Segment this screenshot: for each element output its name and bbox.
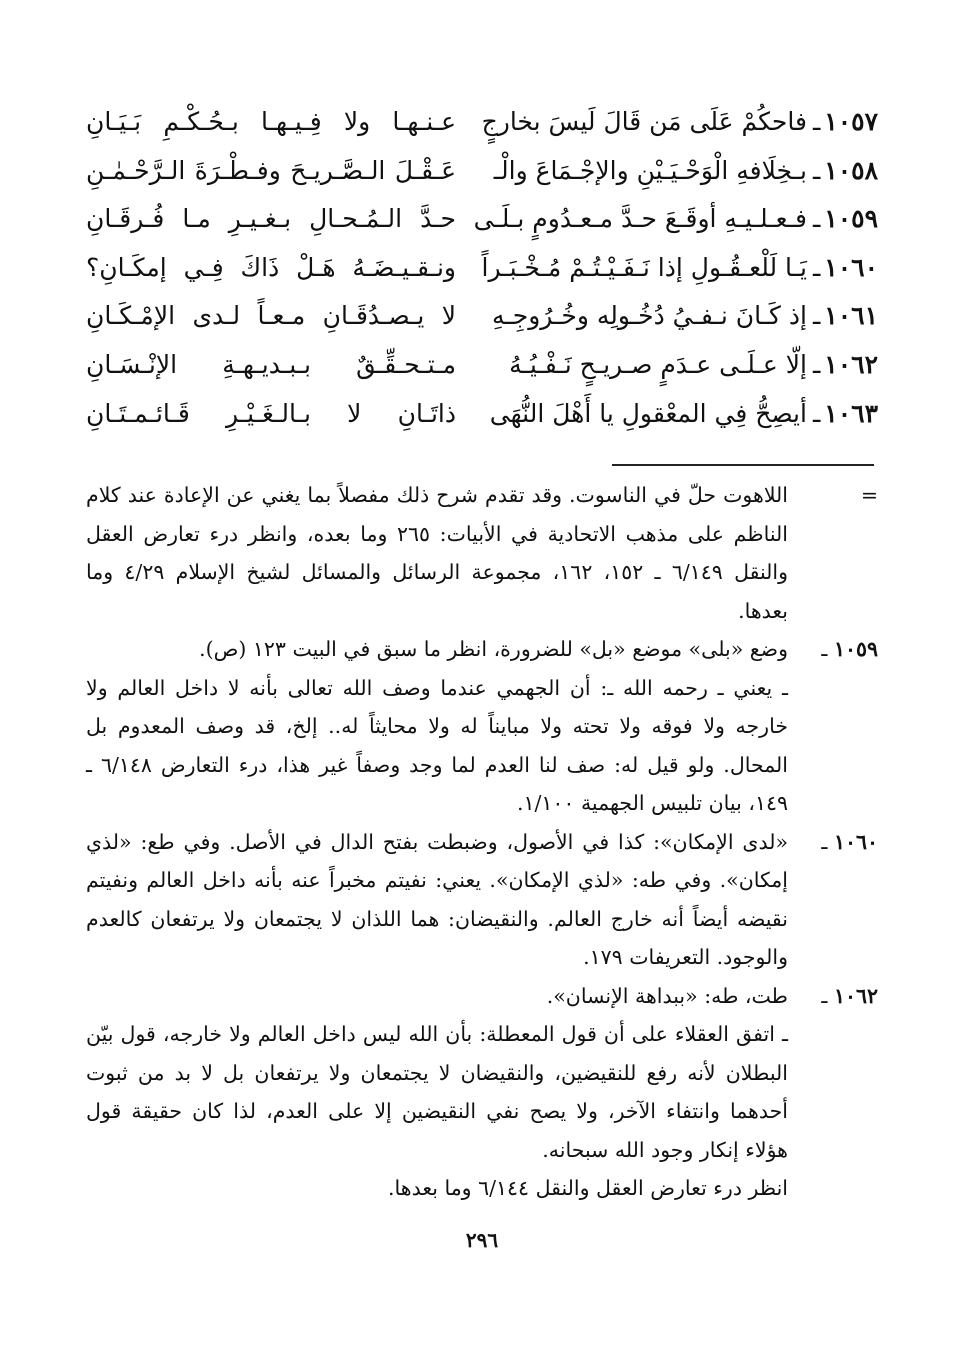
- verse-right-text: يَـا لَلْعـقُـولِ إذا نَـفَـيْـتُـمْ مُـخْـبَـراً: [481, 252, 807, 282]
- verse-first-hemistich: [458, 98, 878, 146]
- footnote-dash: ـ: [821, 983, 828, 1008]
- footnote-number: ١٠٥٩: [833, 637, 878, 661]
- verse-dash: ـ: [812, 252, 821, 282]
- footnote-1059: [86, 630, 878, 669]
- footnote-number: ١٠٦٠: [833, 829, 878, 854]
- verse-row: [86, 195, 878, 244]
- footnote-1062: [86, 977, 878, 1016]
- verse-number: ١٠٥٩: [824, 204, 878, 234]
- verse-row: [86, 244, 878, 293]
- verse-first-hemistich: [458, 147, 878, 195]
- footnote-head: [788, 630, 878, 669]
- verse-dash: ـ: [812, 204, 821, 234]
- verse-dash: ـ: [812, 107, 821, 136]
- footnote-text: «لدى الإمكان»: كذا في الأصول، وضبطت بفتح الدال في الأصل. وفي طع: «لذي إمكان». وفي طه: «لذي الإمكان». يعني: نفيتم مخبراً عنه بأنه داخل العالم ونفيتم نقيضه أيضاً أنه خارج العالم. والنقيضان: هما اللذان لا يجتمعان ولا يرتفعان كالعدم والوجود. التعريفات ١٧٩.: [86, 829, 788, 969]
- verse-second-hemistich: مـتـحـقِّـقٌ بـبـديـهـةِ الإنْـسَـانِ: [86, 349, 456, 379]
- verse-number: ١٠٥٧: [824, 107, 878, 136]
- footnote-head: [788, 476, 878, 515]
- verse-second-hemistich: حـدَّ الـمُـحـالِ بـغـيـرِ مـا فُـرقَـانِ: [86, 204, 456, 234]
- verse-second-hemistich: لا يـصـدُقَـانِ مـعـاً لـدى الإمْـكَـانِ: [86, 301, 456, 331]
- verse-second-hemistich: عـنـهـا ولا فِـيـهـا بـحُـكْـمِ بَـيَـانِ: [86, 107, 456, 136]
- verse-number: ١٠٦٠: [824, 252, 878, 282]
- verse-row: [86, 341, 878, 390]
- verse-dash: ـ: [812, 349, 821, 379]
- verse-dash: ـ: [812, 155, 821, 185]
- verse-second-hemistich: عَـقْـلَ الـصَّـريـحَ وفـطْـرَةَ الـرَّحْـمٰـنِ: [86, 155, 456, 185]
- footnote-dash: ـ: [821, 637, 828, 661]
- verse-number: ١٠٥٨: [824, 155, 878, 185]
- verse-dash: ـ: [812, 398, 821, 428]
- verses-block: [86, 98, 878, 438]
- verse-right-text: إذ كَـانَ نـفـيُ دُخُـولِه وخُـرُوجِـهِ: [492, 301, 807, 331]
- footnote-dash: ـ: [821, 829, 828, 854]
- footnotes-block: [86, 476, 878, 1208]
- footnote-subparagraph: ـ يعني ـ رحمه الله ـ: أن الجهمي عندما وصف الله تعالى بأنه لا داخل العالم ولا خارجه ولا فوقه ولا تحته ولا مبايناً له ولا محايثاً له.. إلخ، قد وصف المعدوم بل المحال. ولو قيل له: صف لنا العدم لما وجد وصفاً غير هذا، درء التعارض ٦/١٤٨ ـ ١٤٩، بيان تلبيس الجهمية ١/١٠٠.: [86, 675, 788, 815]
- verse-number: ١٠٦٢: [824, 349, 878, 379]
- verse-row: [86, 292, 878, 341]
- verse-first-hemistich: [458, 195, 878, 243]
- verse-right-text: إلّا عـلَـى عـدَمٍ صـريـحٍ نَـفْـيُـهُ: [509, 349, 807, 379]
- continuation-mark: =: [860, 483, 878, 507]
- footnote-text: اللاهوت حلّ في الناسوت. وقد تقدم شرح ذلك مفصلاً بما يغني عن الإعادة عند كلام الناظم على مذهب الاتحادية في الأبيات: ٢٦٥ وما بعده، وانظر درء تعارض العقل والنقل ٦/١٤٩ ـ ١٥٢، ١٦٢، مجموعة الرسائل والمسائل لشيخ الإسلام ٤/٢٩ وما بعدها.: [86, 483, 788, 623]
- footnote-number: ١٠٦٢: [833, 983, 878, 1008]
- verse-right-text: أيصِحُّ فِي المعْقولِ يا أَهْلَ النُّهَى: [489, 398, 807, 428]
- verse-number: ١٠٦١: [824, 301, 878, 331]
- verse-right-text: بـخِلَافهِ الْوَحْـيَـيْنِ والإجْـمَاعَ والْـ: [493, 155, 807, 185]
- footnote-1060: [86, 823, 878, 977]
- verse-first-hemistich: [458, 341, 878, 389]
- page-number: ٢٩٦: [465, 1228, 499, 1252]
- verse-row: [86, 390, 878, 439]
- footnote-continuation: [86, 476, 878, 630]
- footnote-head: [788, 823, 878, 862]
- footnote-reference: انظر درء تعارض العقل والنقل ٦/١٤٤ وما بعدها.: [388, 1176, 788, 1200]
- footnote-text: وضع «بلى» موضع «بل» للضرورة، انظر ما سبق في البيت ١٢٣ (ص).: [199, 637, 788, 661]
- verse-second-hemistich: ذاتَـانِ لا بـالـغَـيْـرِ قَـائـمـتَـانِ: [86, 398, 456, 428]
- verse-dash: ـ: [812, 301, 821, 331]
- verse-row: [86, 147, 878, 196]
- footnote-head: [788, 977, 878, 1016]
- verse-right-text: فاحكُمْ عَلَى مَن قَالَ لَيسَ بخارجٍ: [481, 107, 807, 136]
- verse-row: [86, 98, 878, 147]
- footnote-divider: [612, 464, 874, 466]
- footnote-subparagraph: ـ اتفق العقلاء على أن قول المعطلة: بأن الله ليس داخل العالم ولا خارجه، قول بيّن البطلان لأنه رفع للنقيضين، والنقيضان لا يجتمعان ولا يرتفعان بل لا بد من ثبوت أحدهما وانتفاء الآخر، ولا يصح نفي النقيضين إلا على العدم، لذا كان حقيقة قول هؤلاء إنكار وجود الله سبحانه.: [86, 1022, 788, 1162]
- verse-second-hemistich: ونـقـيـضَـهُ هَـلْ ذَاكَ فِـي إمكَـانِ؟: [86, 252, 456, 282]
- footnote-text: طت، طه: «ببداهة الإنسان».: [546, 983, 788, 1008]
- verse-first-hemistich: [458, 390, 878, 438]
- verse-first-hemistich: [458, 244, 878, 292]
- verse-right-text: فـعـلـيـهِ أوقَـعَ حـدَّ مـعـدُومٍ بـلَـى: [473, 204, 807, 234]
- verse-number: ١٠٦٣: [824, 398, 878, 428]
- verse-first-hemistich: [458, 292, 878, 340]
